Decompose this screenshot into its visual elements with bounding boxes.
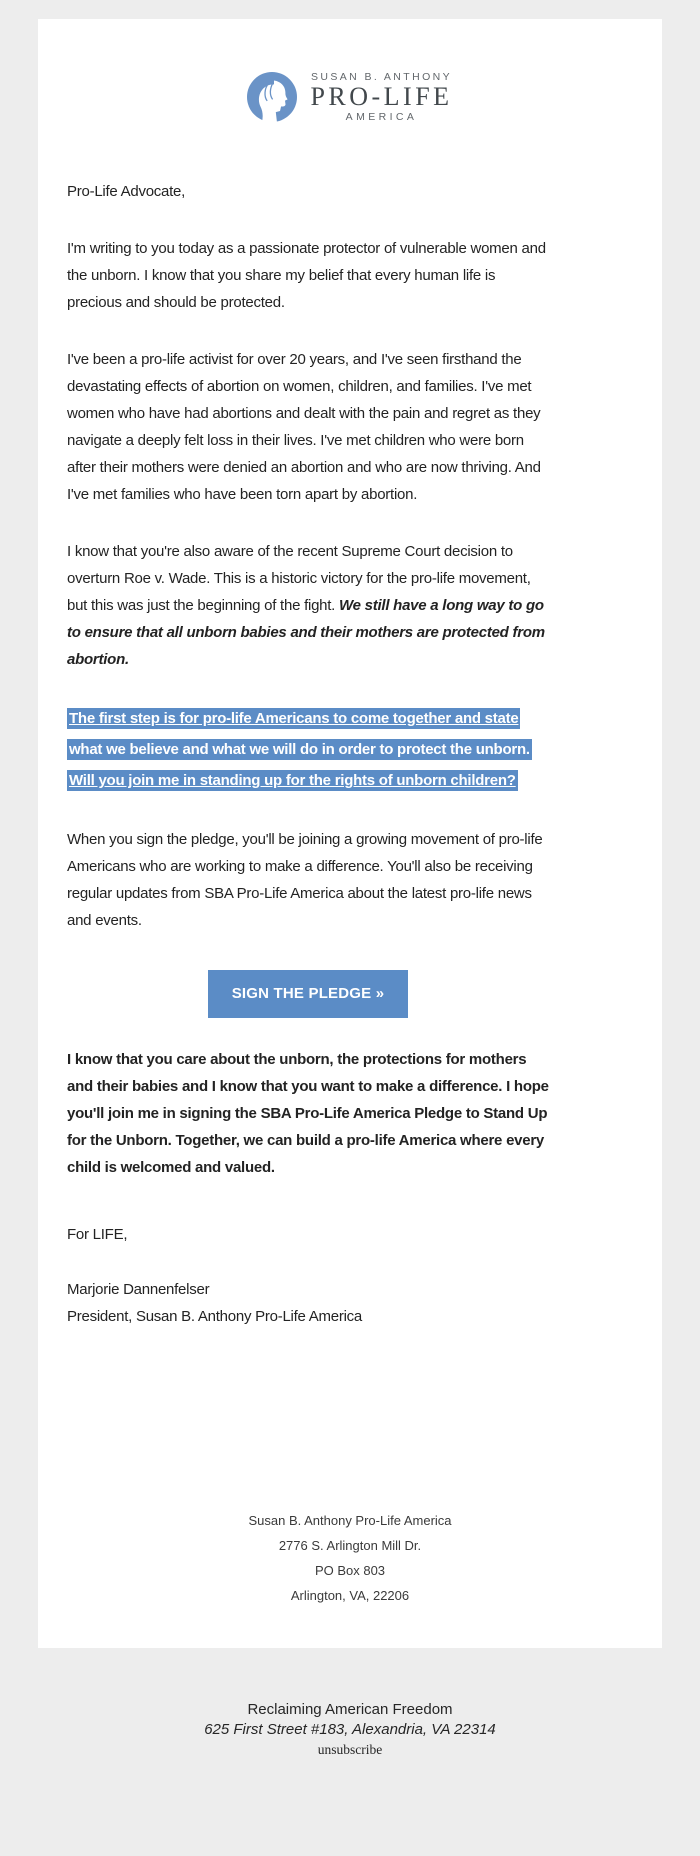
letter-body xyxy=(67,178,549,1330)
highlighted-callout xyxy=(67,703,549,796)
email-card xyxy=(38,19,662,1648)
highlight-text: what we believe and what we will do in order to protect the unborn. xyxy=(69,741,530,758)
pledge-question-link[interactable]: Will you join me in standing up for the rights of unborn children? xyxy=(69,772,516,789)
org-pobox-line: PO Box 803 xyxy=(314,1563,386,1578)
paragraph-intro: I'm writing to you today as a passionate protector of vulnerable women and the unborn. I know that you share my belief that every human life is precious and should be protected. xyxy=(67,240,546,311)
brand-bottom-text: AMERICA xyxy=(345,111,418,123)
woman-profile-icon xyxy=(247,72,297,122)
brand-main-text: PRO-LIFE xyxy=(310,82,453,111)
org-name-line: Susan B. Anthony Pro-Life America xyxy=(248,1513,452,1528)
paragraph-scotus-text: I know that you're also aware of the recent Supreme Court decision to overturn Roe v. Wade. This is a historic victory for the pro-life movement, but this was just the beginning of the fight. xyxy=(67,543,531,614)
org-city-line: Arlington, VA, 22206 xyxy=(290,1588,410,1603)
paragraph-activist: I've been a pro-life activist for over 20 years, and I've seen firsthand the devastating effects of abortion on women, children, and families. I've met women who have had abortions and dealt with the pain and regret as they navigate a deeply felt loss in their lives. I've met children who were born after their mothers were denied an abortion and who are now thriving. And I've met families who have been torn apart by abortion. xyxy=(67,351,541,503)
sender-org: Reclaiming American Freedom xyxy=(247,1701,453,1718)
sign-the-pledge-button[interactable]: SIGN THE PLEDGE » xyxy=(208,970,409,1018)
sba-logo-link[interactable] xyxy=(38,71,662,123)
signer-title: President, Susan B. Anthony Pro-Life America xyxy=(67,1308,362,1325)
paragraph-care: I know that you care about the unborn, the protections for mothers and their babies and I know that you want to make a difference. I hope you'll join me in signing the SBA Pro-Life America Pledge to Stand Up for the Unborn. Together, we can build a pro-life America where every child is welcomed and valued. xyxy=(67,1051,549,1176)
closing: For LIFE, xyxy=(67,1226,128,1243)
paragraph-scotus-emphasis: We still have a long way to go to ensure that all unborn babies and their mothers are protected from abortion. xyxy=(67,597,545,668)
organization-address-block xyxy=(38,1508,662,1608)
unsubscribe-link[interactable]: unsubscribe xyxy=(317,1742,383,1757)
logo-wordmark xyxy=(310,71,452,123)
highlight-link-part1[interactable]: The first step is for pro-life Americans to come together and state xyxy=(69,710,519,727)
sender-address: 625 First Street #183, Alexandria, VA 22314 xyxy=(204,1721,496,1738)
brand-top-text: SUSAN B. ANTHONY xyxy=(310,71,453,83)
paragraph-scotus xyxy=(67,538,549,673)
sender-footer xyxy=(0,1700,700,1759)
org-street-line: 2776 S. Arlington Mill Dr. xyxy=(278,1538,422,1553)
paragraph-pledge: When you sign the pledge, you'll be joining a growing movement of pro-life Americans who are working to make a difference. You'll also be receiving regular updates from SBA Pro-Life America about the latest pro-life news and events. xyxy=(67,831,543,929)
signature-block xyxy=(67,1276,549,1330)
signer-name: Marjorie Dannenfelser xyxy=(67,1281,210,1298)
cta-row xyxy=(67,970,549,1018)
salutation: Pro-Life Advocate, xyxy=(67,183,186,200)
